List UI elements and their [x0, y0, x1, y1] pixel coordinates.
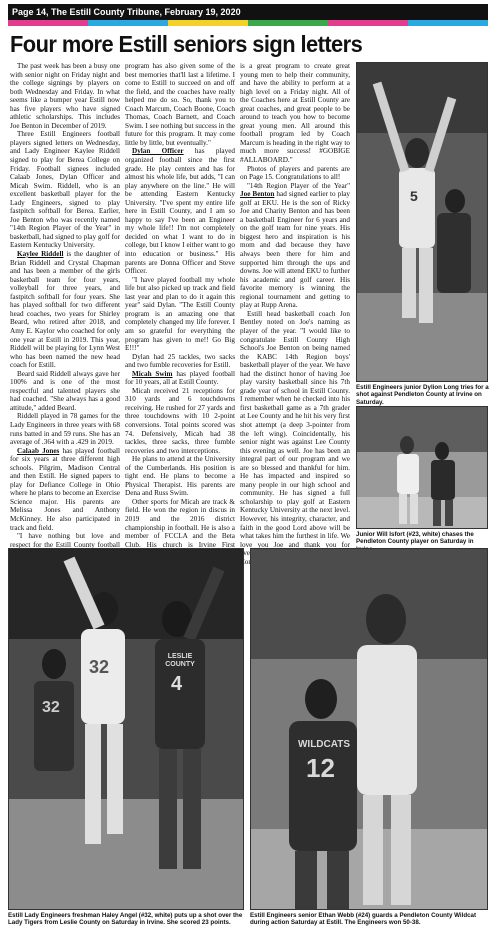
paragraph: is a great program to create great young men to help their community, and have the ability to perform at a high level on a Friday night. All of the Coaches here at Estill County are great coaches, and great people to be around to teach you how to become great young men. All around this football program led by Coach Marcum is heading in the right way to much more success! #GOBIGE #ALLABOARD.": [240, 62, 350, 165]
paragraph: Dylan Officer has played organized football since the first grade. He play centers and has for almost his whole life, but adds, "I can play anywhere on the line." He will be attending Eastern Kentucky University. "I've spent my entire life here in Estill County, and I am so happy to say I've been an Engineer my whole life!! I'm not completely decided on what I want to do in college, but I know I either want to go into education or business." His parents are Donna Officer and Steve Officer.: [125, 147, 235, 276]
player-name: Calaab Jones: [17, 446, 60, 455]
article-column-1: [10, 62, 120, 566]
paragraph: Riddell played in 78 games for the Lady Engineers in three years with 68 runs batted in and 59 runs. She has an average of .364 with a .429 in 2019.: [10, 412, 120, 447]
paragraph: program has also given some of the best memories that'll last a lifetime. I come to Estill to succeed on and off the field, and the coaches have really helped me do so. So, thank you to Coach Marcum, Coach Boone, Coach Thomas, Coach Barnett, and Coach Swim. I see nothing but success in the future for this program. It may come little by little, but eventually.": [125, 62, 235, 147]
paragraph: He plans to attend at the University of the Cumberlands. His position is tight end. He plans to become a Physical Therapist. His parents are Dena and Russ Swim.: [125, 455, 235, 498]
photo-caption: Estill Engineers junior Dylion Long tries for a shot against Pendleton County at Irvine on Saturday.: [356, 384, 489, 406]
color-bar: [8, 20, 488, 26]
paragraph: "I have nothing but love and respect for the Estill County football: [10, 532, 120, 549]
paragraph: Micah received 21 receptions for 310 yards and 6 touchdowns receiving. He rushed for 27 yards and three touchdowns with 10 2-point conversions. Total points scored was 74. Defensively, Micah had 38 tackles, three sacks, three fumble recoveries and two interceptions.: [125, 386, 235, 455]
photo-caption: Junior Will Isfort (#23, white) chases the Pendleton County player on Saturday in: [356, 531, 474, 546]
paragraph: Kaylee Riddell is the daughter of Brian Riddell and Crystal Chapman and has been a member of the girls basketball team for four years, volleyball for three years, and fastpitch softball for four years. She has played softball for two different head coaches, two years for Shirley Beard, who retired after 2018, and Amy E. Kaylor who coached for only one year at Estill in 2019. This year, Riddell will be playing for Lynn West who has been named the new head coach for Estill.: [10, 250, 120, 370]
color-bar-segment: [88, 20, 168, 26]
article-column-3: [240, 62, 350, 566]
paragraph: Photos of players and parents are on Page 15. Congratulations to all!: [240, 164, 350, 182]
player-name: Dylan Officer: [132, 147, 184, 156]
jersey-text: WILDCATS: [297, 739, 351, 750]
paragraph: "14th Region Player of the Year" Joe Benton had signed earlier to play golf at EKU. He is the son of Ricky Joe and Charity Benton and has been a basketball Engineer for 6 years and on the golf team for nine years. His biggest hero and inspiration is his mom and dad because they have always been there for him and supported him through the ups and downs. Joe will attend EKU to further his academic and golf career. His favorite memory is winning the regional tournament and getting to play at Rupp Arena.: [240, 181, 350, 310]
jersey-number: 32: [89, 657, 110, 677]
paragraph: Micah Swim has played football for 10 years, all at Estill County.: [125, 369, 235, 387]
photo-will-isfort: [356, 406, 488, 529]
color-bar-segment: [408, 20, 488, 26]
article-column-2: [125, 62, 235, 575]
color-bar-segment: [248, 20, 328, 26]
player-name: Micah Swim: [132, 369, 173, 378]
player-name: Joe Benton: [240, 190, 275, 199]
paragraph: Three Estill Engineers football players signed letters on Wednesday, and Lady Engineer Kaylee Riddell signed to play for Berea College on Friday. Football signees included Calaab Jones, Dylan Officer and Micah Swim. Riddell, who is an excellent basketball player for the Lady Engineers, signed to play fastpitch softball for Berea. Earlier, Joe Benton who was recently named "14th Region Player of the Year" in basketball, had signed to play golf for Eastern Kentucky University.: [10, 130, 120, 250]
photo-caption: Estill Lady Engineers freshman Haley Angel (#32, white) puts up a shot over the Lady Tigers from Leslie County on Saturday in Irvine. She scored 23 points.: [8, 912, 243, 927]
photo-dylion-long: [356, 62, 488, 382]
paragraph: Estill head basketball coach Jon Bentley noted on Joe's naming as player of the year. "I would like to congratulate Estill County High School's Joe Benton on being named the KABC 14th Region boys' basketball player of the year. We have had the distinct honor of having Joe play varsity basketball since his 7th grade year of school in Estill County. I remember when he checked into his first basketball game as a 7th grader at Lee County and he hit his very first shot attempt (a deep 3-pointer from the left wing). Coincidentally, his senior night was against Lee County this evening as well. Joe has been an integral part of our program and we are so blessed and thankful for him. He has impacted and inspired so many people in our high school and community. He has signed a full scholarship to play golf at Eastern Kentucky University at the next level. However, his integrity, character, and faith in the good Lord above will be what takes him the furthest in life. We love you Joe and thank you for: [240, 309, 350, 549]
photo-ethan-webb: [250, 548, 488, 910]
photo-haley-angel: [8, 548, 244, 910]
color-bar-segment: [168, 20, 248, 26]
jersey-number: 12: [306, 753, 335, 783]
paragraph: "I have played football my whole life but also picked up track and field last year and plan to do it again this year" said Dylan. "The Estill County program is an amazing one that completely changed my life forever. I am so grateful for everything the program has given to me!! Go Big E!!!": [125, 275, 235, 353]
headline: Four more Estill seniors sign letters: [10, 31, 363, 57]
color-bar-segment: [8, 20, 88, 26]
page-header: [8, 4, 488, 20]
paragraph: Calaab Jones has played football for six years at three different high schools. Pilgrim, Madison Central and then Estill. He signed papers to play for Defiance College in Ohio where he plans to become an Exercise Science major. His parents are Melissa Jones and Anthony McKinney. He also participated in track and field.: [10, 446, 120, 532]
player-name: Kaylee Riddell: [17, 250, 64, 259]
color-bar-segment: [328, 20, 408, 26]
jersey-number: 4: [171, 673, 183, 695]
jersey-number: 5: [410, 188, 418, 204]
jersey-number: 32: [42, 699, 60, 716]
paragraph: Other sports for Micah are track & field. He won the region in discus in 2019 and the 2016 district championship in football. He is also a member of FCCLA and the Beta Club. His church is Irvine First: [125, 497, 235, 549]
paragraph: Beard said Riddell always gave her 100% and is one of the most respectful and talented players she had coached. "She always has a good attitude," added Beard.: [10, 369, 120, 412]
paragraph: Dylan had 25 tackles, two sacks and two fumble recoveries for Estill.: [125, 352, 235, 370]
photo-caption: Estill Engineers senior Ethan Webb (#24) guards a Pendleton County Wildcat during action Saturday at Estill. The Engineers won 50-38.: [250, 912, 477, 927]
paragraph: The past week has been a busy one with senior night on Friday night and the college signings by players on both Wednesday and Friday. In what seems like a bumper year Estill now has five players who have signed athletic scholarships. This includes Joe Benton in December of 2019.: [10, 62, 120, 130]
page-line: Page 14, The Estill County Tribune, February 19, 2020: [12, 7, 241, 17]
jersey-text: LESLIE COUNTY: [165, 653, 195, 668]
